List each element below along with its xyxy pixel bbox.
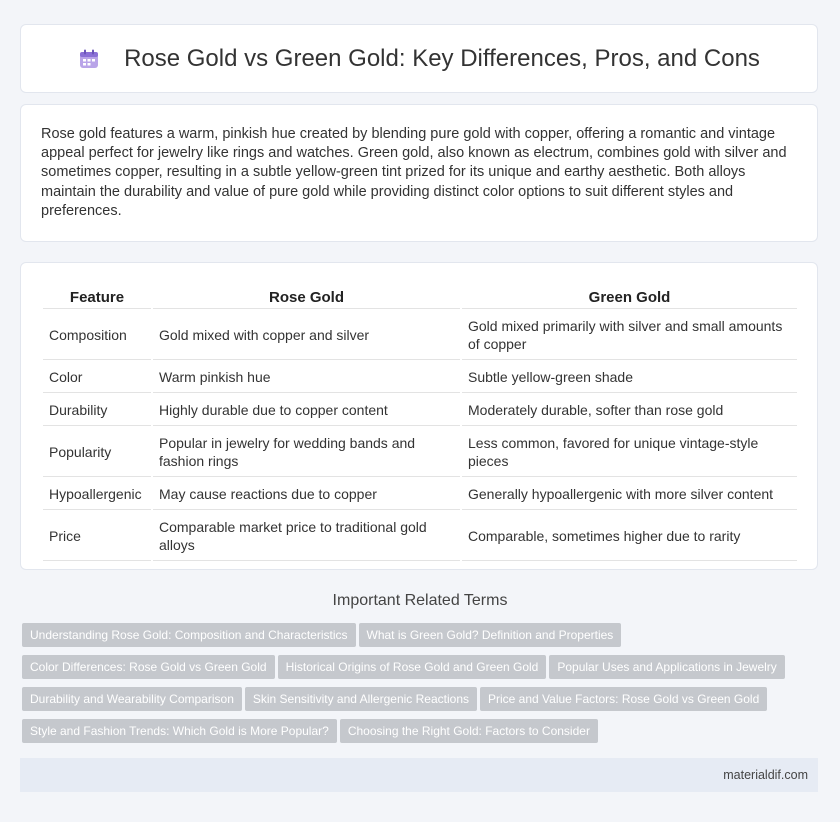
page-title xyxy=(78,45,760,73)
related-term-tag[interactable]: Color Differences: Rose Gold vs Green Gold xyxy=(22,655,275,679)
green-gold-cell: Less common, favored for unique vintage-style pieces xyxy=(462,428,797,477)
table-row xyxy=(43,479,797,510)
related-term-tag[interactable]: Durability and Wearability Comparison xyxy=(22,687,242,711)
feature-cell: Popularity xyxy=(43,428,151,477)
related-terms-list xyxy=(22,623,822,751)
feature-cell: Price xyxy=(43,512,151,561)
rose-gold-cell: May cause reactions due to copper xyxy=(153,479,460,510)
green-gold-cell: Gold mixed primarily with silver and small amounts of copper xyxy=(462,311,797,360)
rose-gold-cell: Gold mixed with copper and silver xyxy=(153,311,460,360)
rose-gold-cell: Highly durable due to copper content xyxy=(153,395,460,426)
related-term-tag[interactable]: Historical Origins of Rose Gold and Green Gold xyxy=(278,655,547,679)
feature-cell: Composition xyxy=(43,311,151,360)
related-term-tag[interactable]: Price and Value Factors: Rose Gold vs Green Gold xyxy=(480,687,767,711)
rose-gold-cell: Comparable market price to traditional gold alloys xyxy=(153,512,460,561)
rose-gold-cell: Warm pinkish hue xyxy=(153,362,460,393)
related-term-tag[interactable]: Choosing the Right Gold: Factors to Consider xyxy=(340,719,598,743)
intro-card xyxy=(20,104,818,242)
table-row xyxy=(43,395,797,426)
related-term-tag[interactable]: What is Green Gold? Definition and Properties xyxy=(359,623,622,647)
intro-paragraph: Rose gold features a warm, pinkish hue created by blending pure gold with copper, offering a romantic and vintage appeal perfect for jewelry like rings and watches. Green gold, also known as electrum, combines gold with silver and sometimes copper, resulting in a subtle yellow-green tint prized for its unique and earthy aesthetic. Both alloys maintain the durability and value of pure gold while providing distinct color options to suit different styles and preferences. xyxy=(41,126,787,219)
footer-site-link[interactable]: materialdif.com xyxy=(723,768,808,782)
feature-cell: Color xyxy=(43,362,151,393)
related-term-tag[interactable]: Style and Fashion Trends: Which Gold is More Popular? xyxy=(22,719,337,743)
footer xyxy=(20,758,818,792)
table-row xyxy=(43,512,797,561)
page-title-text: Rose Gold vs Green Gold: Key Differences, Pros, and Cons xyxy=(124,44,760,72)
related-term-tag[interactable]: Skin Sensitivity and Allergenic Reactions xyxy=(245,687,477,711)
table-row xyxy=(43,311,797,360)
feature-cell: Durability xyxy=(43,395,151,426)
related-terms-title: Important Related Terms xyxy=(332,592,508,609)
header-rose-gold: Rose Gold xyxy=(153,287,460,309)
green-gold-cell: Subtle yellow-green shade xyxy=(462,362,797,393)
title-card xyxy=(20,24,818,93)
green-gold-cell: Generally hypoallergenic with more silver content xyxy=(462,479,797,510)
header-green-gold: Green Gold xyxy=(462,287,797,309)
table-row xyxy=(43,362,797,393)
rose-gold-cell: Popular in jewelry for wedding bands and fashion rings xyxy=(153,428,460,477)
green-gold-cell: Comparable, sometimes higher due to rarity xyxy=(462,512,797,561)
related-term-tag[interactable]: Popular Uses and Applications in Jewelry xyxy=(549,655,784,679)
feature-cell: Hypoallergenic xyxy=(43,479,151,510)
calendar-icon xyxy=(78,48,100,70)
table-row xyxy=(43,428,797,477)
comparison-table xyxy=(41,285,799,563)
comparison-table-card xyxy=(20,262,818,570)
header-feature: Feature xyxy=(43,287,151,309)
table-header-row xyxy=(43,287,797,309)
related-term-tag[interactable]: Understanding Rose Gold: Composition and Characteristics xyxy=(22,623,356,647)
green-gold-cell: Moderately durable, softer than rose gold xyxy=(462,395,797,426)
